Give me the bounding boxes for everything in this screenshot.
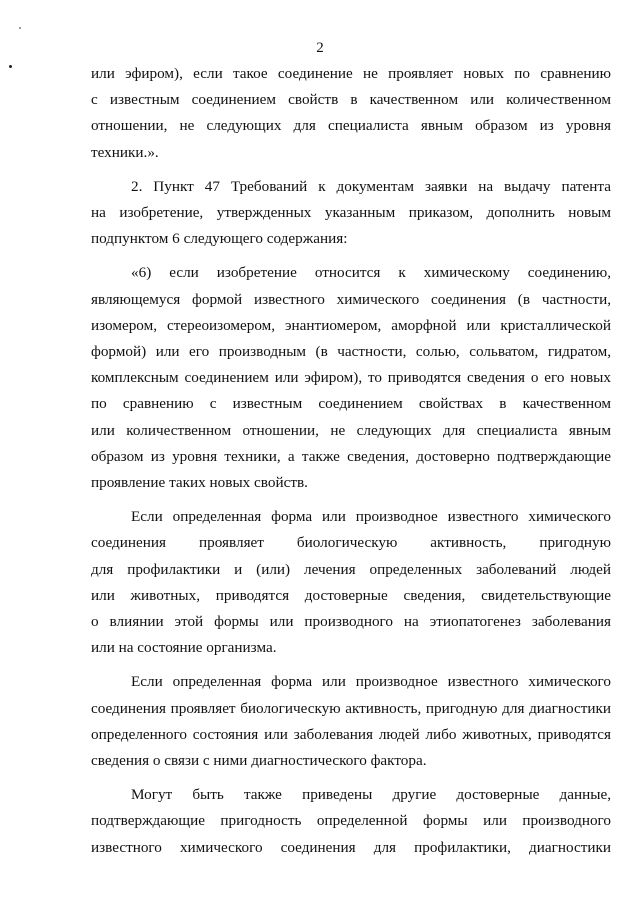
text-line: Если определенная форма или производное известного химического: [131, 673, 611, 691]
text-line: 2. Пункт 47 Требований к документам заявки на выдачу патента: [131, 177, 611, 195]
text-line: на изобретение, утвержденных указанным приказом, дополнить новым: [91, 204, 611, 222]
page-number: 2: [316, 40, 324, 56]
text-line: «6) если изобретение относится к химическому соединению,: [131, 264, 611, 282]
text-line: известного химического соединения для профилактики, диагностики: [91, 838, 611, 856]
text-line: комплексным соединением или эфиром), то приводятся сведения о его новых: [91, 369, 611, 387]
text-line: с известным соединением свойств в качественном или количественном: [91, 91, 611, 109]
text-line: или животных, приводятся достоверные сведения, свидетельствующие: [91, 586, 611, 604]
text-line: определенного состояния или заболевания людей либо животных, приводятся: [91, 725, 611, 743]
paragraph: [91, 504, 611, 661]
paragraph: [91, 782, 611, 861]
text-line: подтверждающие пригодность определенной формы или производного: [91, 812, 611, 830]
paragraph: [91, 669, 611, 774]
paragraph: [91, 260, 611, 496]
text-line: изомером, стереоизомером, энантиомером, аморфной или кристаллической: [91, 316, 611, 334]
scan-artifact-dot: [19, 27, 21, 29]
text-line: для профилактики и (или) лечения определенных заболеваний людей: [91, 560, 611, 578]
scan-artifact-dot: [9, 65, 12, 68]
paragraph: [91, 174, 611, 253]
text-line: соединения проявляет биологическую активность, пригодную: [91, 534, 611, 552]
paragraph: [91, 61, 611, 166]
text-line: отношении, не следующих для специалиста явным образом из уровня: [91, 117, 611, 135]
text-line: по сравнению с известным соединением свойствах в качественном: [91, 395, 611, 413]
text-line: являющемуся формой известного химического соединения (в частности,: [91, 290, 611, 308]
text-line: формой) или его производным (в частности, солью, сольватом, гидратом,: [91, 343, 611, 361]
text-line: Могут быть также приведены другие достоверные данные,: [131, 786, 611, 804]
text-line: или эфиром), если такое соединение не проявляет новых по сравнению: [91, 65, 611, 82]
text-line: о влиянии этой формы или производного на этиопатогенез заболевания: [91, 613, 611, 631]
text-line: или на состояние организма.: [91, 639, 277, 657]
text-line: техники.».: [91, 143, 159, 161]
text-line: соединения проявляет биологическую активность, пригодную для диагностики: [91, 699, 611, 717]
text-line: образом из уровня техники, а также сведения, достоверно подтверждающие: [91, 447, 611, 465]
text-line: подпунктом 6 следующего содержания:: [91, 230, 348, 248]
text-line: проявление таких новых свойств.: [91, 474, 308, 492]
text-line: Если определенная форма или производное известного химического: [131, 508, 611, 526]
document-body: [91, 61, 611, 861]
text-line: или количественном отношении, не следующих для специалиста явным: [91, 421, 611, 439]
text-line: сведения о связи с ними диагностического фактора.: [91, 752, 427, 770]
